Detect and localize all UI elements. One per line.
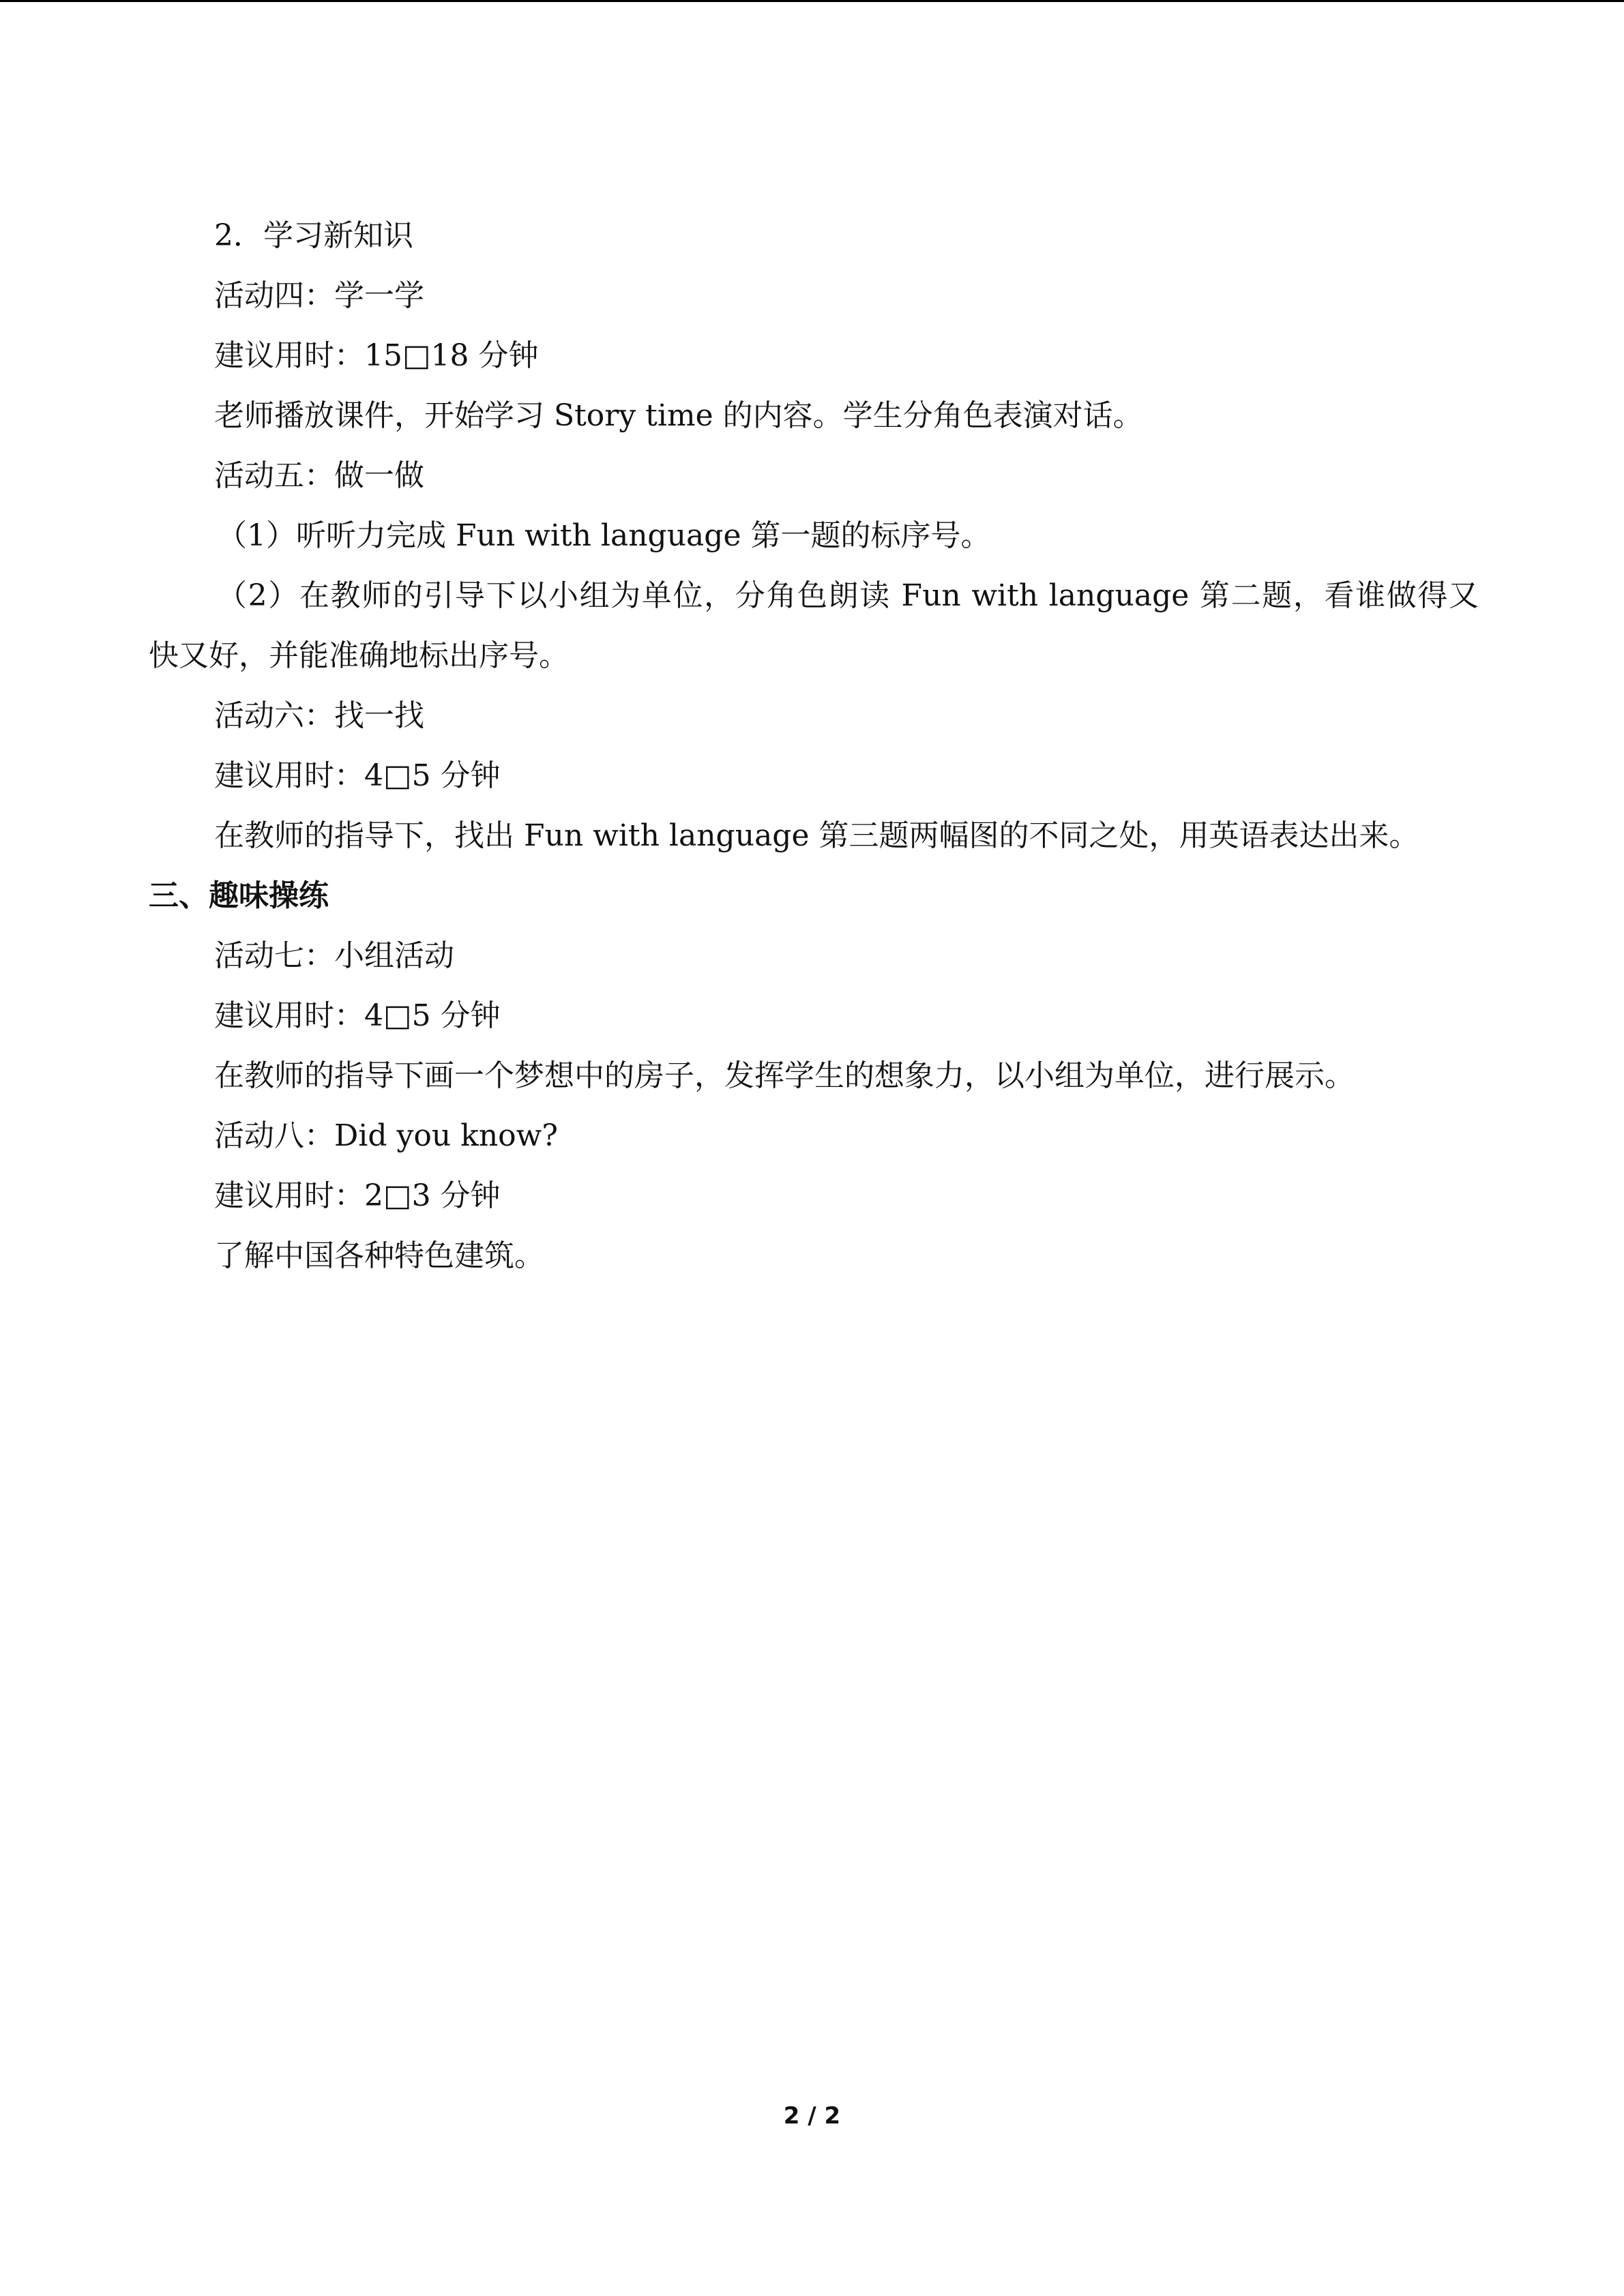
suggested-time: 建议用时：15□18 分钟 xyxy=(214,338,539,373)
section-heading: 三、趣味操练 xyxy=(149,878,329,913)
activity-heading: 活动四：学一学 xyxy=(214,278,424,313)
list-item: （1）听听力完成 Fun with language 第一题的标序号。 xyxy=(217,518,991,553)
activity-heading: 活动六：找一找 xyxy=(214,698,424,733)
paragraph: 老师播放课件，开始学习 Story time 的内容。学生分角色表演对话。 xyxy=(214,398,1143,433)
list-item-continuation: 快又好，并能准确地标出序号。 xyxy=(149,638,569,673)
activity-heading: 活动七：小组活动 xyxy=(214,938,454,973)
paragraph: 在教师的指导下，找出 Fun with language 第三题两幅图的不同之处，用英语表达出来。 xyxy=(214,818,1419,853)
paragraph: 了解中国各种特色建筑。 xyxy=(214,1238,544,1273)
activity-heading: 活动五：做一做 xyxy=(214,458,424,493)
top-border-rule xyxy=(0,0,1624,2)
suggested-time: 建议用时：4□5 分钟 xyxy=(214,758,501,793)
activity-heading: 活动八：Did you know? xyxy=(214,1118,558,1153)
suggested-time: 建议用时：4□5 分钟 xyxy=(214,998,501,1033)
page-number: 2 / 2 xyxy=(783,2102,841,2130)
section-subheading: 2．学习新知识 xyxy=(214,218,413,253)
list-item: （2）在教师的引导下以小组为单位，分角色朗读 Fun with language 第二题，看谁做得又 xyxy=(217,578,1479,613)
suggested-time: 建议用时：2□3 分钟 xyxy=(214,1178,501,1213)
paragraph: 在教师的指导下画一个梦想中的房子，发挥学生的想象力，以小组为单位，进行展示。 xyxy=(214,1058,1355,1093)
